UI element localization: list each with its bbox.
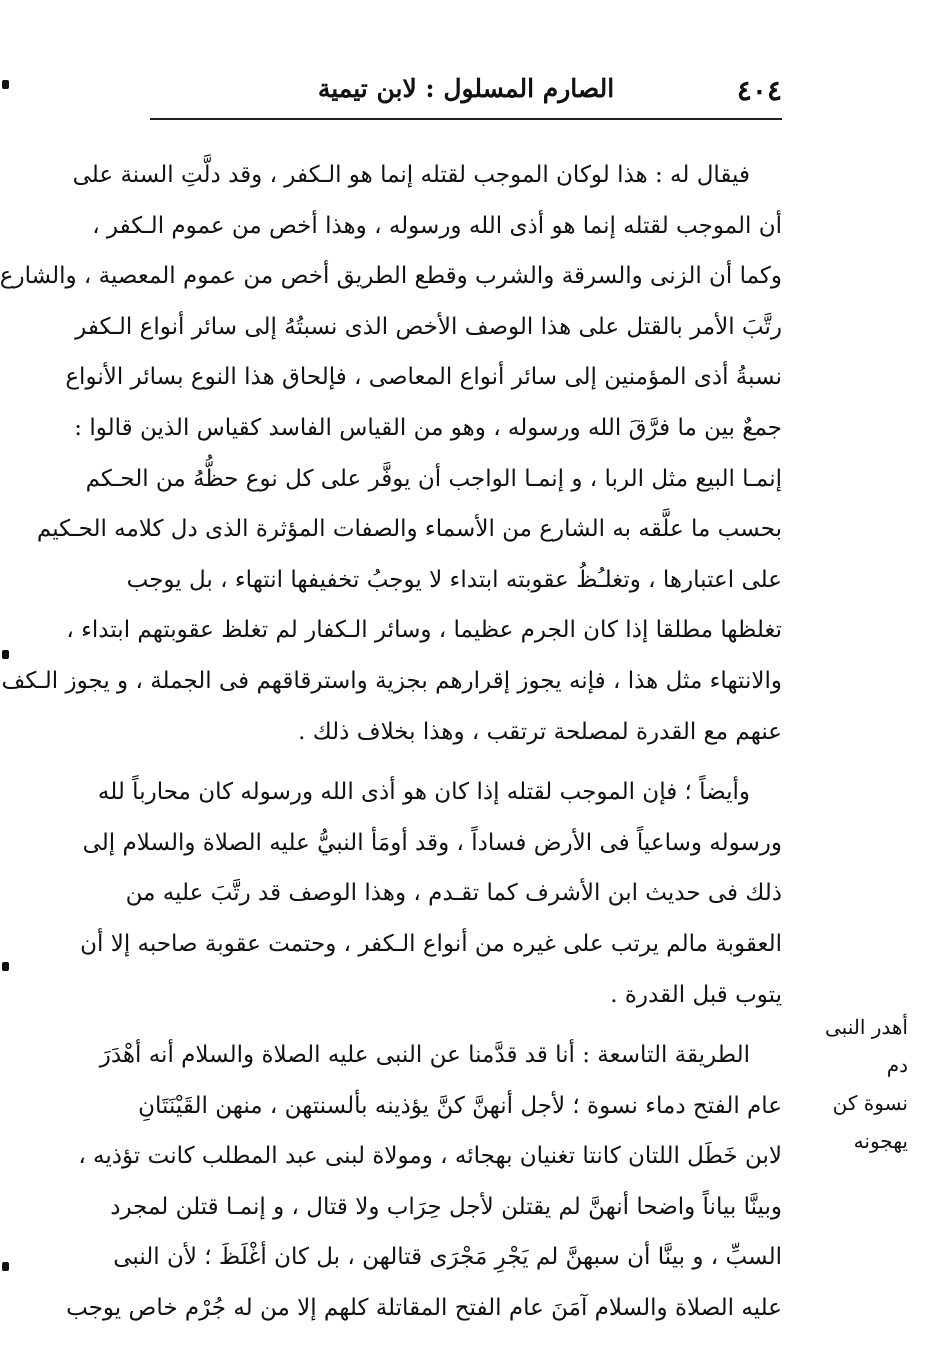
scan-mark <box>2 962 9 971</box>
scan-mark <box>2 650 9 659</box>
text-line: السبِّ ، و بينَّا أن سبهنَّ لم يَجْرِ مَجْرَى قتالهن ، بل كان أغْلَظَ ؛ لأن النبى <box>113 1244 782 1271</box>
text-line: ذلك فى حديث ابن الأشرف كما تقـدم ، وهذا الوصف قد رتَّبَ عليه من <box>125 880 782 907</box>
scan-mark <box>2 1262 9 1271</box>
text-line: ورسوله وساعياً فى الأرض فساداً ، وقد أومَأ النبيُّ عليه الصلاة والسلام إلى <box>82 829 782 856</box>
margin-note <box>818 1008 908 1160</box>
text-line: يتوب قبل القدرة . <box>610 981 782 1008</box>
text-line: تغلظها مطلقا إذا كان الجرم عظيما ، وسائر الـكفار لم تغلظ عقوبتهم ابتداء ، <box>66 617 782 644</box>
text-line: العقوبة مالم يرتب على غيره من أنواع الـكفر ، وحتمت عقوبة صاحبه إلا أن <box>80 930 782 957</box>
margin-note-line: نسوة كن <box>832 1091 908 1115</box>
paragraph-2 <box>80 767 782 1020</box>
paragraph-1 <box>0 150 782 757</box>
margin-note-line: يهجونه <box>853 1129 908 1153</box>
scan-mark <box>2 80 9 89</box>
paragraph-3 <box>66 1030 782 1334</box>
text-line: عليه الصلاة والسلام آمَنَ عام الفتح المقاتلة كلهم إلا من له جُرْم خاص يوجب <box>66 1295 782 1322</box>
text-line: إنمـا البيع مثل الربا ، و إنمـا الواجب أن يوفَّر على كل نوع حظُّهُ من الحـكم <box>85 465 782 492</box>
paragraph-gap <box>150 1020 782 1030</box>
text-line: بحسب ما علَّقه به الشارع من الأسماء والصفات المؤثرة الذى دل كلامه الحـكيم <box>36 516 782 543</box>
paragraph-gap <box>150 757 782 767</box>
text-line: وأيضاً ؛ فإن الموجب لقتله إذا كان هو أذى الله ورسوله كان محارباً لله <box>97 779 750 806</box>
running-header <box>150 68 782 120</box>
book-page <box>2 0 950 1366</box>
text-line: أن الموجب لقتله إنما هو أذى الله ورسوله ، وهذا أخص من عموم الـكفر ، <box>92 212 782 239</box>
text-line: وكما أن الزنى والسرقة والشرب وقطع الطريق أخص من عموم المعصية ، والشارع <box>0 263 782 290</box>
page-number: ٤٠٤ <box>736 74 782 107</box>
text-line: فيقال له : هذا لوكان الموجب لقتله إنما هو الـكفر ، وقد دلَّتِ السنة على <box>72 162 750 188</box>
text-line: عام الفتح دماء نسوة ؛ لأجل أنهنَّ كنَّ يؤذينه بألسنتهن ، منهن القَيْنَتَانِ <box>138 1092 782 1119</box>
text-line: عنهم مع القدرة لمصلحة ترتقب ، وهذا بخلاف ذلك . <box>298 718 782 745</box>
text-line: رتَّبَ الأمر بالقتل على هذا الوصف الأخص الذى نسبتُهُ إلى سائر أنواع الـكفر <box>75 313 782 340</box>
body-text <box>0 150 782 1334</box>
running-title: الصارم المسلول : لابن تيمية <box>317 74 615 103</box>
text-line: الطريقة التاسعة : أنا قد قدَّمنا عن النبى عليه الصلاة والسلام أنه أهْدَرَ <box>99 1042 750 1069</box>
text-line: وبينَّا بياناً واضحا أنهنَّ لم يقتلن لأجل حِرَاب ولا قتال ، و إنمـا قتلن لمجرد <box>110 1193 782 1220</box>
text-line: نسبةُ أذى المؤمنين إلى سائر أنواع المعاصى ، فإلحاق هذا النوع بسائر الأنواع <box>65 364 782 391</box>
text-line: على اعتبارها ، وتغلـُظُ عقوبته ابتداء لا يوجبُ تخفيفها انتهاء ، بل يوجب <box>126 566 782 593</box>
text-line: جمعٌ بين ما فرَّقَ الله ورسوله ، وهو من القياس الفاسد كقياس الذين قالوا : <box>74 414 782 441</box>
text-line: والانتهاء مثل هذا ، فإنه يجوز إقرارهم بجزية واسترقاقهم فى الجملة ، و يجوز الـكف <box>1 667 782 694</box>
text-line: لابن خَطَل اللتان كانتا تغنيان بهجائه ، ومولاة لبنى عبد المطلب كانت تؤذيه ، <box>78 1143 782 1170</box>
margin-note-line: أهدر النبى دم <box>824 1015 908 1077</box>
